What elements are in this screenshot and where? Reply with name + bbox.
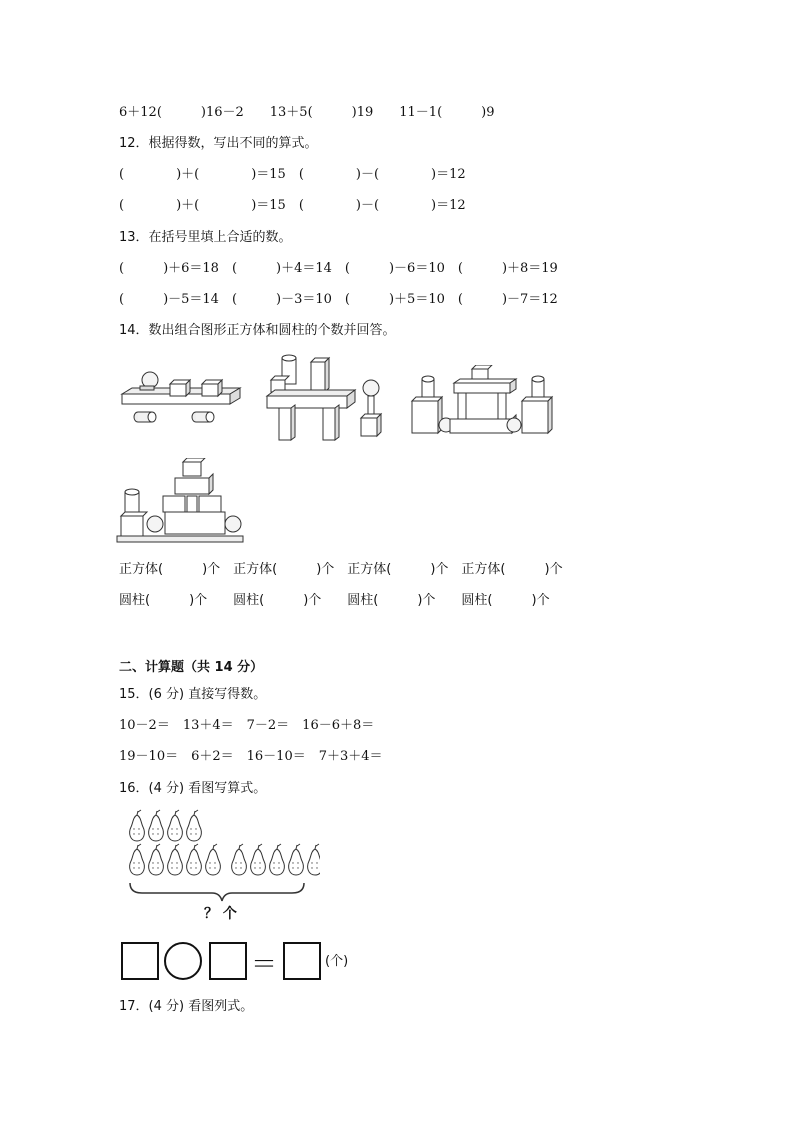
block-figure-4	[115, 458, 245, 544]
pear-icon	[130, 810, 145, 841]
block-figure-1	[118, 362, 243, 430]
pear-icon	[206, 844, 221, 875]
q14-title: 14．数出组合图形正方体和圆柱的个数并回答。	[119, 323, 396, 338]
q16-title: 16．(4 分) 看图写算式。	[119, 781, 267, 796]
answer-box-result[interactable]	[283, 942, 321, 980]
pear-icon	[149, 810, 164, 841]
section2-title: 二、计算题（共 14 分）	[119, 660, 264, 675]
q12-title: 12．根据得数，写出不同的算式。	[119, 136, 318, 151]
block-figure-2	[265, 352, 387, 444]
answer-box-2[interactable]	[209, 942, 247, 980]
brace-label: ？ 个	[204, 906, 237, 922]
unit-label: (个)	[325, 954, 349, 969]
q13-row-2: ( )－5＝14 ( )－3＝10 ( )＋5＝10 ( )－7＝12	[119, 292, 558, 307]
pear-icon	[289, 844, 304, 875]
pear-icon	[149, 844, 164, 875]
pear-icon	[232, 844, 247, 875]
q12-row-2: ( )＋( )＝15 ( )－( )＝12	[119, 198, 466, 213]
equals-sign: ＝	[251, 950, 278, 980]
q12-row-1: ( )＋( )＝15 ( )－( )＝12	[119, 167, 466, 182]
pear-icon	[168, 810, 183, 841]
q14-cylinder-row: 圆柱( )个 圆柱( )个 圆柱( )个 圆柱( )个	[119, 593, 550, 608]
q15-title: 15．(6 分) 直接写得数。	[119, 687, 267, 702]
q15-row-2: 19－10＝ 6＋2＝ 16－10＝ 7＋3＋4＝	[119, 749, 383, 764]
operator-circle[interactable]	[164, 942, 202, 980]
q15-row-1: 10－2＝ 13＋4＝ 7－2＝ 16－6＋8＝	[119, 718, 375, 733]
pear-icon	[187, 844, 202, 875]
pear-icon	[270, 844, 285, 875]
brace	[130, 883, 304, 901]
pear-icon	[187, 810, 202, 841]
q14-cube-row: 正方体( )个 正方体( )个 正方体( )个 正方体( )个	[119, 562, 563, 577]
q17-title: 17．(4 分) 看图列式。	[119, 999, 254, 1014]
answer-box-1[interactable]	[121, 942, 159, 980]
q13-title: 13．在括号里填上合适的数。	[119, 230, 292, 245]
q11-row: 6＋12( )16－2 13＋5( )19 11－1( )9	[119, 105, 495, 120]
pear-icon	[130, 844, 145, 875]
pear-icon	[251, 844, 266, 875]
pear-icon	[308, 844, 320, 875]
pear-icon	[168, 844, 183, 875]
q13-row-1: ( )＋6＝18 ( )＋4＝14 ( )－6＝10 ( )＋8＝19	[119, 261, 558, 276]
block-figure-3	[410, 365, 556, 437]
pear-picture	[120, 805, 320, 920]
